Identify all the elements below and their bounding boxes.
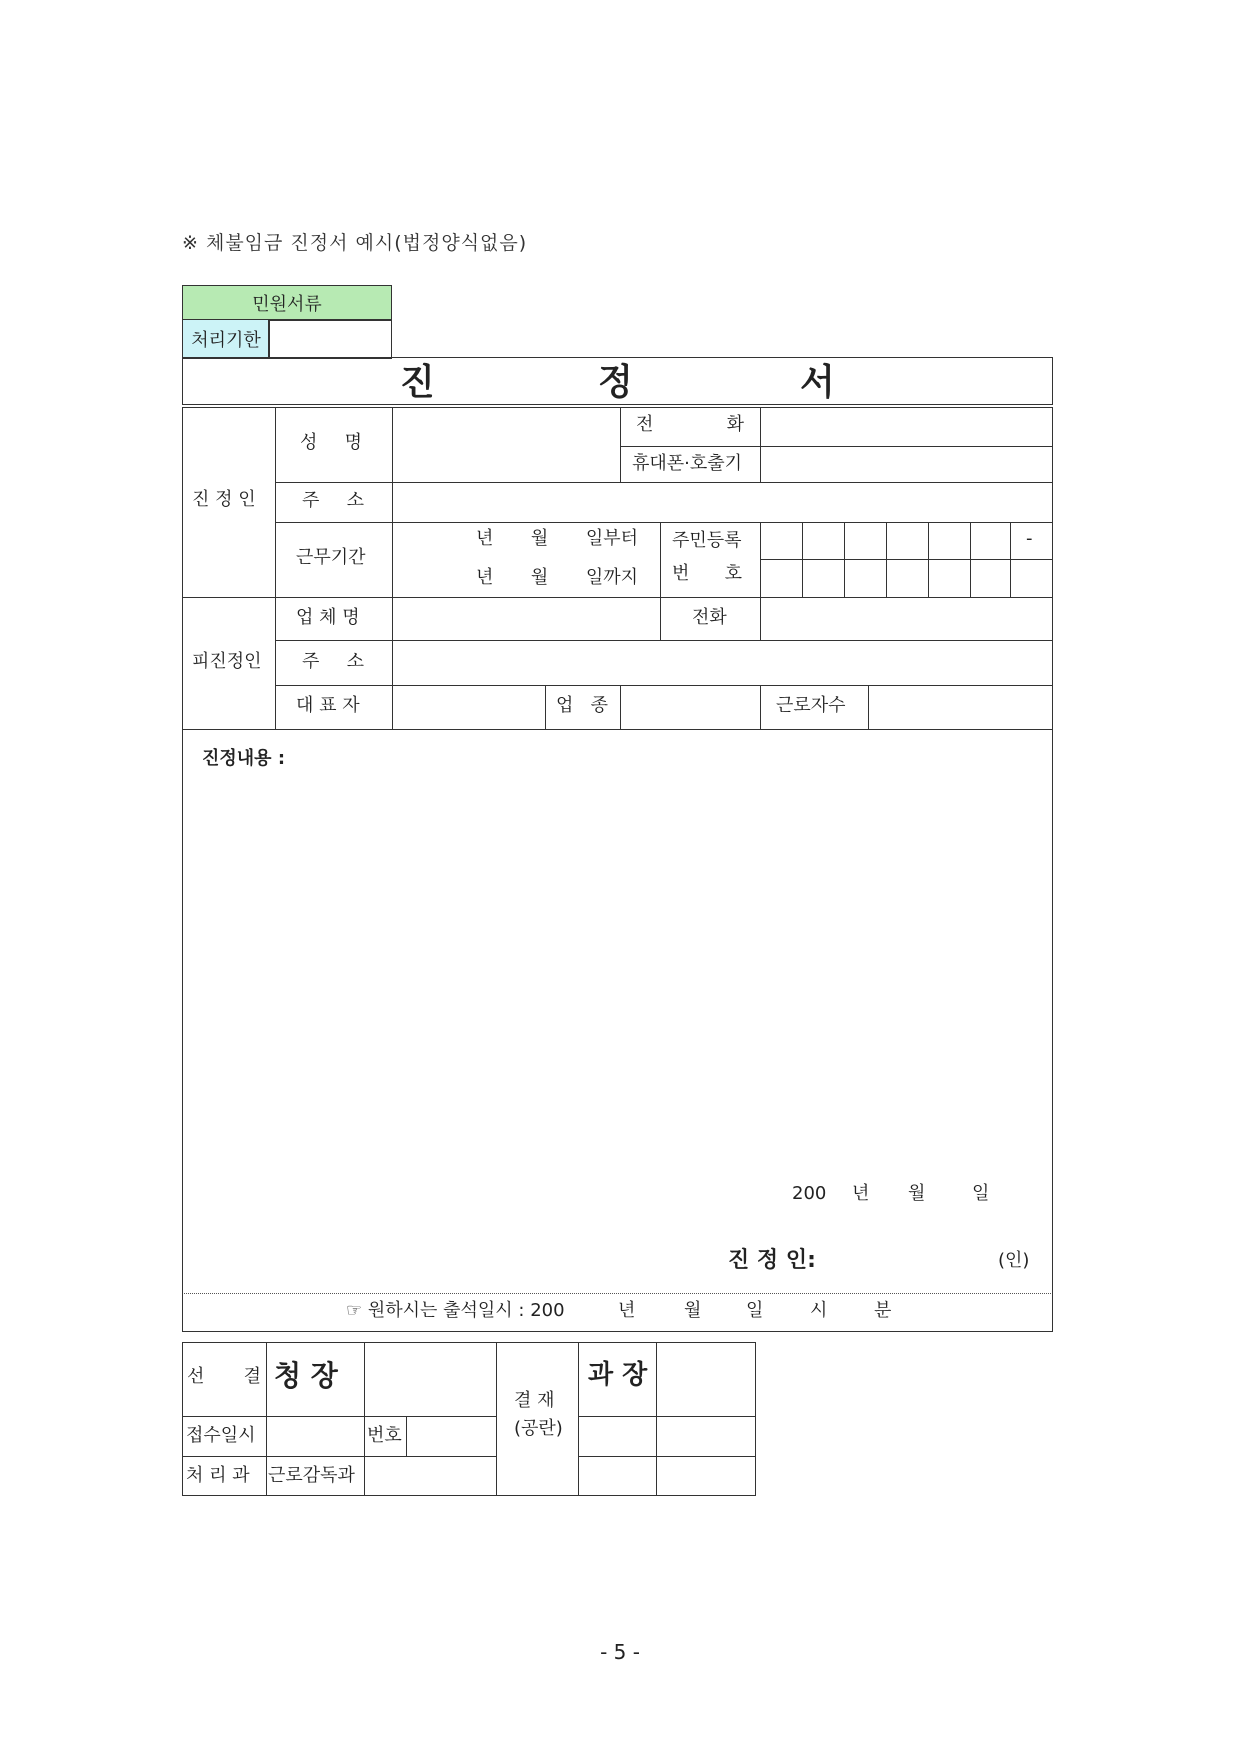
industry-char: 업 <box>556 695 574 716</box>
col-line <box>620 407 621 482</box>
approval-col-line <box>364 1342 365 1496</box>
month-label: 월 <box>530 567 549 588</box>
petition-content-field[interactable] <box>184 780 1051 1160</box>
industry-field[interactable] <box>622 687 758 727</box>
company-phone-field[interactable] <box>762 599 1051 638</box>
col-line <box>392 407 393 729</box>
company-phone-label: 전화 <box>692 607 727 628</box>
approval-col-line <box>496 1342 497 1496</box>
petitioner-address-field[interactable] <box>394 484 1051 520</box>
col-line <box>760 685 761 729</box>
day-from-label: 일부터 <box>585 528 638 549</box>
deadline-value[interactable] <box>268 319 392 359</box>
industry-label <box>556 697 608 715</box>
work-period-label: 근무기간 <box>296 547 366 568</box>
col-line <box>620 685 621 729</box>
company-name-field[interactable] <box>394 599 658 638</box>
title-char-1: 진 <box>400 362 435 403</box>
reg-number-char: 호 <box>724 563 742 584</box>
title-char-2: 정 <box>598 362 633 403</box>
date-day-label: 일 <box>972 1183 990 1204</box>
attendance-day-label: 일 <box>746 1300 764 1321</box>
phone-label-char: 화 <box>726 414 744 435</box>
date-month-label: 월 <box>908 1183 926 1204</box>
company-address-label <box>302 653 364 671</box>
approval-row-line <box>578 1456 756 1457</box>
section-divider <box>182 597 1053 598</box>
reg-number-char: 번 <box>672 563 690 584</box>
signer-name-field[interactable] <box>830 1244 990 1276</box>
col-line <box>760 522 761 640</box>
col-line <box>802 522 803 597</box>
signer-label: 진 정 인: <box>728 1248 816 1273</box>
col-line <box>844 522 845 597</box>
section-chief-sign-field[interactable] <box>658 1344 754 1414</box>
sign-blank-label: (공란) <box>514 1418 563 1439</box>
company-address-char: 주 <box>302 651 320 672</box>
name-label-char: 명 <box>344 432 362 453</box>
phone-label <box>636 416 744 434</box>
petitioner-phone-field[interactable] <box>762 409 1051 445</box>
col-line <box>760 407 761 482</box>
period-to <box>476 569 638 587</box>
month-label: 월 <box>530 528 549 549</box>
representative-field[interactable] <box>394 687 543 727</box>
dept-label: 처 리 과 <box>186 1465 250 1486</box>
phone-label-char: 전 <box>636 414 654 435</box>
mobile-label: 휴대폰·호출기 <box>632 453 743 474</box>
representative-label: 대 표 자 <box>296 695 360 716</box>
content-divider <box>182 729 1053 730</box>
col-line <box>275 407 276 729</box>
chief-label: 청 장 <box>274 1359 338 1392</box>
worker-count-label: 근로자수 <box>776 695 846 716</box>
col-line <box>545 685 546 729</box>
year-label: 년 <box>476 528 494 549</box>
number-label: 번호 <box>367 1425 402 1446</box>
deadline-label <box>182 319 270 359</box>
deadline-text: 처리기한 <box>191 330 261 351</box>
address-label-char: 소 <box>346 490 364 511</box>
period-from <box>476 530 638 548</box>
attendance-year-label: 년 <box>618 1300 636 1321</box>
resident-reg-dash: - <box>1026 528 1033 549</box>
chief-sign-field[interactable] <box>366 1344 494 1414</box>
pre-approval-label <box>187 1368 261 1386</box>
content-label: 진정내용 : <box>202 748 286 769</box>
col-line <box>660 522 661 640</box>
received-label: 접수일시 <box>186 1425 256 1446</box>
received-date-field[interactable] <box>268 1418 362 1454</box>
form-note: ※ 체불임금 진정서 예시(법정양식없음) <box>182 232 528 254</box>
approval-col-line <box>406 1416 407 1456</box>
civil-document-text: 민원서류 <box>252 294 322 315</box>
company-label: 업 체 명 <box>296 607 360 628</box>
approval-row-line <box>578 1416 756 1417</box>
attendance-hour-label: 시 <box>810 1300 828 1321</box>
title-char-3: 서 <box>800 362 835 403</box>
col-line <box>1010 522 1011 597</box>
civil-document-label <box>182 285 392 321</box>
row-line <box>620 446 1053 447</box>
petitioner-mobile-field[interactable] <box>762 448 1051 480</box>
petitioner-section-label: 진 정 인 <box>192 489 256 510</box>
seal-label: (인) <box>998 1250 1030 1271</box>
address-label <box>302 492 364 510</box>
attendance-prefix: ☞ 원하시는 출석일시 : 200 <box>346 1300 565 1321</box>
industry-char: 종 <box>590 695 608 716</box>
col-line <box>970 522 971 597</box>
company-address-field[interactable] <box>394 642 1051 683</box>
address-label-char: 주 <box>302 490 320 511</box>
resident-reg-number-label <box>672 565 742 583</box>
date-year-label: 년 <box>852 1183 870 1204</box>
col-line <box>928 522 929 597</box>
company-address-char: 소 <box>346 651 364 672</box>
pre-approval-char: 선 <box>187 1366 205 1387</box>
number-field[interactable] <box>408 1418 494 1454</box>
approval-row-line <box>182 1416 496 1417</box>
col-line <box>868 685 869 729</box>
name-label <box>300 434 362 452</box>
respondent-section-label: 피진정인 <box>192 651 262 672</box>
approval-col-line <box>656 1342 657 1496</box>
attendance-month-label: 월 <box>684 1300 702 1321</box>
petitioner-name-field[interactable] <box>394 409 618 480</box>
dept-value: 근로감독과 <box>268 1465 355 1486</box>
date-year: 200 <box>792 1183 827 1204</box>
sign-label: 결 재 <box>514 1390 555 1411</box>
approval-col-line <box>578 1342 579 1496</box>
name-label-char: 성 <box>300 432 318 453</box>
pre-approval-char: 결 <box>243 1366 261 1387</box>
approval-row-line <box>182 1456 496 1457</box>
col-line <box>886 522 887 597</box>
section-chief-label: 과 장 <box>588 1360 648 1390</box>
worker-count-field[interactable] <box>870 687 1051 727</box>
resident-reg-label: 주민등록 <box>672 530 742 551</box>
approval-col-line <box>266 1342 267 1496</box>
attendance-divider <box>184 1293 1051 1294</box>
year-label: 년 <box>476 567 494 588</box>
page-number: - 5 - <box>600 1640 640 1664</box>
attendance-minute-label: 분 <box>874 1300 892 1321</box>
day-to-label: 일까지 <box>585 567 638 588</box>
